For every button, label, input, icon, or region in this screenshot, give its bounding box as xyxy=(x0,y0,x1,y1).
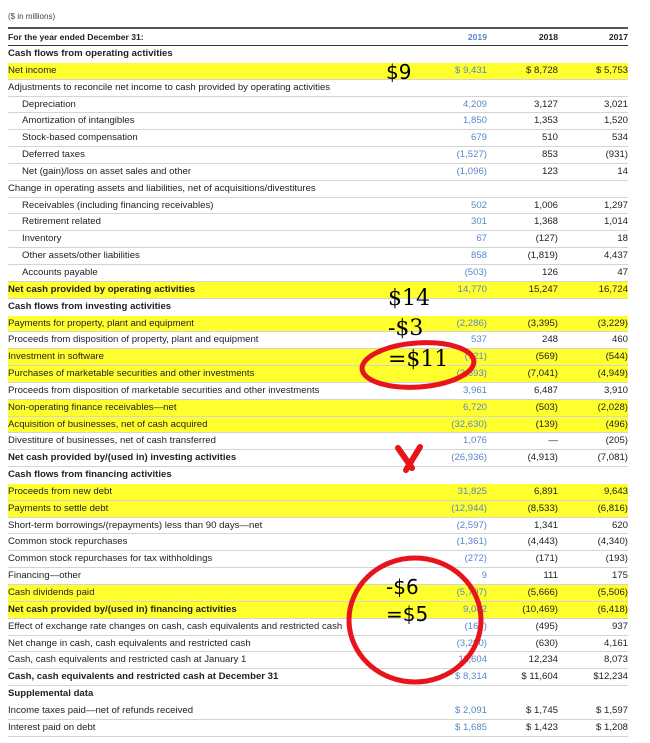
value-2019: (272) xyxy=(464,553,487,565)
value-2019: (721) xyxy=(464,351,487,363)
value-2018: (171) xyxy=(535,553,558,565)
value-2017: (205) xyxy=(605,435,628,447)
value-2019: 31,825 xyxy=(457,485,487,497)
value-2019: 14,770 xyxy=(457,283,487,295)
section-heading-row xyxy=(8,46,628,63)
table-header-row xyxy=(8,29,628,46)
value-2019: (3,693) xyxy=(456,368,487,380)
value-2018: (569) xyxy=(535,351,558,363)
row-label: Proceeds from disposition of property, plant and equipment xyxy=(8,334,259,346)
row-label: Accounts payable xyxy=(22,266,98,278)
table-row xyxy=(8,518,628,535)
value-2018: 1,368 xyxy=(533,216,558,228)
value-2018: 111 xyxy=(543,570,558,582)
value-2018: (5,666) xyxy=(527,587,558,598)
value-2017: 1,520 xyxy=(603,115,628,127)
table-row xyxy=(8,60,628,84)
row-label: Cash, cash equivalents and restricted cash at January 1 xyxy=(8,654,247,666)
table-row xyxy=(8,248,628,265)
row-label: Interest paid on debt xyxy=(8,721,96,733)
table-row xyxy=(8,703,628,720)
value-2018: 853 xyxy=(541,149,558,161)
row-label: Amortization of intangibles xyxy=(22,115,135,127)
value-2018: (3,395) xyxy=(527,317,558,329)
value-2018: 1,353 xyxy=(533,115,558,127)
value-2017: 460 xyxy=(611,334,628,346)
value-2019: 1,850 xyxy=(462,115,487,127)
row-label: Cash dividends paid xyxy=(8,587,95,598)
value-2018: 6,891 xyxy=(533,485,558,497)
table-row xyxy=(8,669,628,686)
value-2018: (4,913) xyxy=(527,452,558,464)
value-2018: (495) xyxy=(535,620,558,632)
cash-flow-table xyxy=(8,27,628,737)
table-row xyxy=(8,619,628,636)
value-2019: 1,076 xyxy=(462,435,487,447)
value-2018: — xyxy=(548,435,558,447)
value-2018: 3,127 xyxy=(533,98,558,110)
table-row xyxy=(8,450,628,467)
row-label: Net change in cash, cash equivalents and restricted cash xyxy=(8,637,251,649)
value-2018: 123 xyxy=(541,165,558,177)
value-2019: (1,096) xyxy=(456,165,487,177)
value-2017: (5,506) xyxy=(597,587,628,598)
table-row xyxy=(8,636,628,653)
value-2019: 679 xyxy=(470,132,487,144)
value-2019: (5,707) xyxy=(456,587,487,598)
table-row xyxy=(8,400,628,417)
table-row xyxy=(8,80,628,97)
row-label: Change in operating assets and liabilities, net of acquisitions/divestitures xyxy=(8,182,316,194)
row-label: Effect of exchange rate changes on cash, cash equivalents and restricted cash xyxy=(8,620,343,632)
value-2017: $12,234 xyxy=(593,671,628,683)
value-2018: 15,247 xyxy=(528,283,558,295)
value-2018: (503) xyxy=(535,401,558,413)
row-label: Acquisition of businesses, net of cash acquired xyxy=(8,418,208,430)
value-2017: 1,297 xyxy=(603,199,628,211)
value-2017: 18 xyxy=(617,233,628,245)
table-body xyxy=(8,46,628,737)
table-row xyxy=(8,265,628,282)
annotation-free-cash: =$11 xyxy=(388,347,449,372)
header-year-2018: 2018 xyxy=(538,32,558,42)
table-row xyxy=(8,282,628,299)
table-row xyxy=(8,720,628,737)
row-label: Cash, cash equivalents and restricted cash at December 31 xyxy=(8,671,279,683)
value-2017: 3,910 xyxy=(603,384,628,396)
value-2017: 16,724 xyxy=(598,283,628,295)
value-2018: $ 1,423 xyxy=(525,721,558,733)
value-2017: $ 5,753 xyxy=(595,64,628,76)
row-label: Depreciation xyxy=(22,98,76,110)
row-label: Cash flows from financing activities xyxy=(8,469,172,481)
table-row xyxy=(8,332,628,349)
value-2017: 14 xyxy=(617,165,628,177)
row-label: Proceeds from new debt xyxy=(8,485,112,497)
header-year-2017: 2017 xyxy=(608,32,628,42)
value-2017: 1,014 xyxy=(603,216,628,228)
value-2019: 858 xyxy=(470,250,487,262)
row-label: Financing—other xyxy=(8,570,82,582)
value-2017: (4,949) xyxy=(597,368,628,380)
row-label: Common stock repurchases xyxy=(8,536,128,548)
value-2019: (12,944) xyxy=(451,502,487,514)
row-label: Net cash provided by/(used in) financing activities xyxy=(8,603,237,615)
value-2019: 502 xyxy=(470,199,487,211)
value-2017: (496) xyxy=(605,418,628,430)
table-row xyxy=(8,181,628,198)
table-row xyxy=(8,568,628,585)
table-row xyxy=(8,349,628,366)
value-2017: 9,643 xyxy=(603,485,628,497)
value-2018: $ 1,745 xyxy=(525,704,558,716)
annotation-operating: $14 xyxy=(388,286,430,311)
table-row xyxy=(8,652,628,669)
header-year-2019: 2019 xyxy=(467,32,487,42)
value-2017: 8,073 xyxy=(603,654,628,666)
table-row xyxy=(8,147,628,164)
table-row xyxy=(8,316,628,333)
row-label: Net (gain)/loss on asset sales and other xyxy=(22,165,192,177)
value-2017: (2,028) xyxy=(597,401,628,413)
value-2018: (7,041) xyxy=(527,368,558,380)
table-row xyxy=(8,113,628,130)
table-row xyxy=(8,501,628,518)
row-label: Income taxes paid—net of refunds received xyxy=(8,704,194,716)
value-2017: (544) xyxy=(605,351,628,363)
row-label: Net cash provided by operating activities xyxy=(8,283,196,295)
value-2019: (3,290) xyxy=(456,637,487,649)
value-2019: 3,961 xyxy=(462,384,487,396)
value-2019: $ 2,091 xyxy=(454,704,487,716)
value-2018: 1,341 xyxy=(533,519,558,531)
value-2017: $ 1,597 xyxy=(595,704,628,716)
value-2019: 4,209 xyxy=(462,98,487,110)
row-label: Receivables (including financing receivables) xyxy=(22,199,214,211)
value-2019: (167) xyxy=(464,620,487,632)
value-2017: 175 xyxy=(611,570,628,582)
value-2018: 248 xyxy=(541,334,558,346)
value-2018: 12,234 xyxy=(528,654,558,666)
value-2017: 937 xyxy=(611,620,628,632)
table-row xyxy=(8,433,628,450)
row-label: Inventory xyxy=(22,233,62,245)
value-2018: 510 xyxy=(541,132,558,144)
value-2019: 537 xyxy=(470,334,487,346)
value-2017: 4,437 xyxy=(603,250,628,262)
value-2018: $ 8,728 xyxy=(525,64,558,76)
value-2017: $ 1,208 xyxy=(595,721,628,733)
row-label: Adjustments to reconcile net income to cash provided by operating activities xyxy=(8,81,331,93)
row-label: Supplemental data xyxy=(8,688,94,700)
value-2018: 6,487 xyxy=(533,384,558,396)
row-label: Retirement related xyxy=(22,216,101,228)
value-2019: 9 xyxy=(481,570,487,582)
value-2018: $ 11,604 xyxy=(521,671,558,683)
value-2018: 126 xyxy=(541,266,558,278)
section-heading-row xyxy=(8,299,628,316)
table-row xyxy=(8,484,628,501)
value-2019: (2,286) xyxy=(456,317,487,329)
value-2019: $ 1,685 xyxy=(454,721,487,733)
value-2019: 301 xyxy=(470,216,487,228)
row-label: Net cash provided by/(used in) investing activities xyxy=(8,452,237,464)
value-2019: $ 8,314 xyxy=(454,671,487,683)
value-2017: (4,340) xyxy=(597,536,628,548)
row-label: Investment in software xyxy=(8,351,104,363)
row-label: Common stock repurchases for tax withholdings xyxy=(8,553,213,565)
value-2018: (630) xyxy=(535,637,558,649)
units-note: ($ in millions) xyxy=(8,12,56,21)
value-2017: (3,229) xyxy=(597,317,628,329)
table-row xyxy=(8,97,628,114)
header-label: For the year ended December 31: xyxy=(8,32,144,42)
row-label: Non-operating finance receivables—net xyxy=(8,401,177,413)
annotation-net-income: $9 xyxy=(386,60,412,84)
row-label: Purchases of marketable securities and other investments xyxy=(8,368,255,380)
table-row xyxy=(8,551,628,568)
table-row xyxy=(8,214,628,231)
row-label: Proceeds from disposition of marketable securities and other investments xyxy=(8,384,320,396)
value-2017: (931) xyxy=(605,149,628,161)
table-row xyxy=(8,534,628,551)
row-label: Cash flows from investing activities xyxy=(8,300,172,312)
row-label: Divestiture of businesses, net of cash transferred xyxy=(8,435,216,447)
row-label: Other assets/other liabilities xyxy=(22,250,140,262)
table-row xyxy=(8,198,628,215)
table-row xyxy=(8,602,628,619)
value-2019: 11,604 xyxy=(458,654,487,666)
annotation-dividends: -$6 xyxy=(386,575,419,599)
row-label: Net income xyxy=(8,64,57,76)
row-label: Payments to settle debt xyxy=(8,502,109,514)
value-2017: 4,161 xyxy=(603,637,628,649)
row-label: Deferred taxes xyxy=(22,149,85,161)
value-2019: $ 9,431 xyxy=(454,64,487,76)
section-heading-row xyxy=(8,686,628,703)
value-2017: (6,418) xyxy=(597,603,628,615)
table-row xyxy=(8,164,628,181)
value-2019: (1,361) xyxy=(456,536,487,548)
value-2019: (32,630) xyxy=(451,418,487,430)
row-label: Stock-based compensation xyxy=(22,132,138,144)
value-2019: (1,527) xyxy=(456,149,487,161)
value-2017: (7,081) xyxy=(597,452,628,464)
value-2019: (26,936) xyxy=(451,452,487,464)
value-2018: (127) xyxy=(535,233,558,245)
value-2017: 534 xyxy=(611,132,628,144)
value-2019: 67 xyxy=(476,233,487,245)
row-label: Short-term borrowings/(repayments) less than 90 days—net xyxy=(8,519,263,531)
table-row xyxy=(8,231,628,248)
table-row xyxy=(8,383,628,400)
value-2018: 1,006 xyxy=(533,199,558,211)
value-2018: (8,533) xyxy=(527,502,558,514)
value-2019: 6,720 xyxy=(462,401,487,413)
value-2018: (10,469) xyxy=(522,603,558,615)
value-2018: (1,819) xyxy=(527,250,558,262)
row-label: Cash flows from operating activities xyxy=(8,48,173,59)
annotation-capex: -$3 xyxy=(388,316,424,341)
row-label: Payments for property, plant and equipment xyxy=(8,317,194,329)
value-2017: (193) xyxy=(605,553,628,565)
annotation-remaining: =$5 xyxy=(386,602,429,626)
value-2018: (139) xyxy=(535,418,558,430)
section-heading-row xyxy=(8,467,628,484)
value-2019: (2,597) xyxy=(456,519,487,531)
value-2017: 3,021 xyxy=(603,98,628,110)
value-2019: (503) xyxy=(464,266,487,278)
value-2019: 9,042 xyxy=(462,603,487,615)
table-row xyxy=(8,366,628,383)
value-2017: (6,816) xyxy=(597,502,628,514)
value-2017: 47 xyxy=(617,266,628,278)
value-2017: 620 xyxy=(611,519,628,531)
table-row xyxy=(8,130,628,147)
table-row xyxy=(8,585,628,602)
value-2018: (4,443) xyxy=(527,536,558,548)
table-row xyxy=(8,417,628,434)
